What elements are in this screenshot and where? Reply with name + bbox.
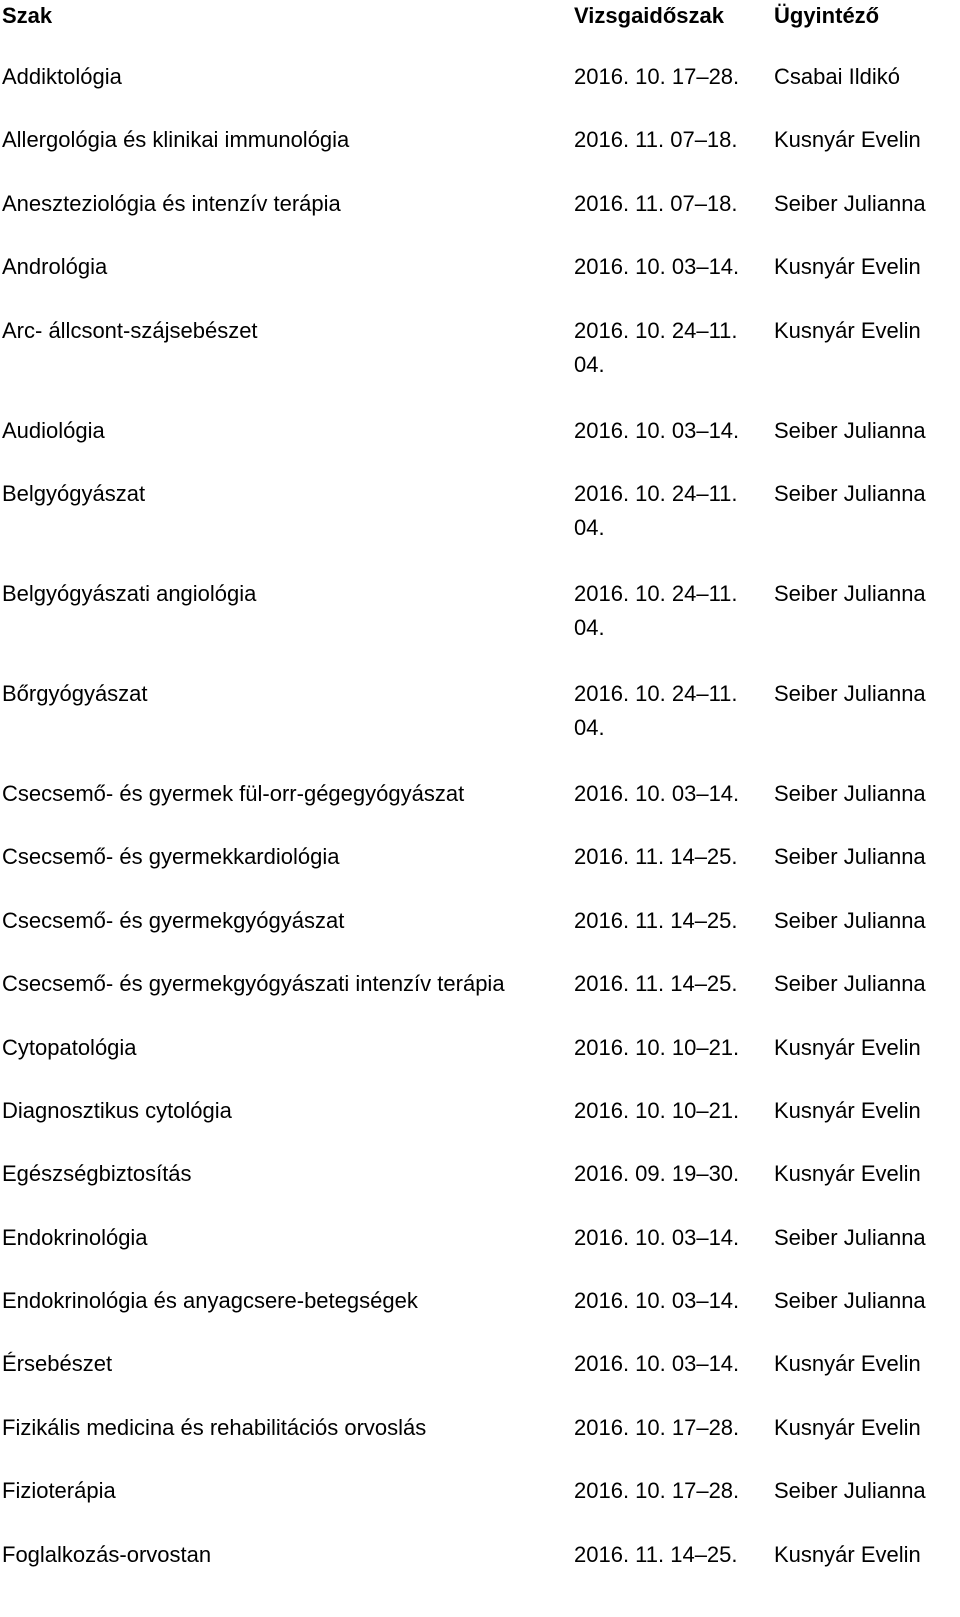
table-row [0,1284,960,1347]
szak-cell: Andrológia [2,254,108,280]
szak-cell: Csecsemő- és gyermekgyógyászat [2,907,345,933]
szak-cell: Csecsemő- és gyermek fül-orr-gégegyógyászat [2,780,465,806]
table-row [0,187,960,250]
vizsgaidoszak-cell: 2016. 11. 14–25. [574,1541,738,1567]
ugyintezo-cell: Seiber Julianna [774,1288,926,1314]
column-header-ugyintezo: Ügyintéző [774,3,880,28]
ugyintezo-cell: Seiber Julianna [774,190,926,216]
vizsgaidoszak-cell: 2016. 10. 03–14. [574,254,740,280]
vizsgaidoszak-cell: 2016. 10. 03–14. [574,1224,740,1250]
vizsgaidoszak-cell: 2016. 11. 07–18. [574,190,738,216]
vizsgaidoszak-cell: 2016. 10. 03–14. [574,417,740,443]
table-body [0,60,960,1601]
vizsgaidoszak-cell: 2016. 10. 17–28. [574,64,740,89]
table-row [0,250,960,313]
vizsgaidoszak-cell: 2016. 10. 03–14. [574,1351,740,1377]
ugyintezo-cell: Kusnyár Evelin [774,127,921,153]
szak-cell: Addiktológia [2,64,122,89]
column-header-vizsgaidoszak: Vizsgaidőszak [574,3,724,28]
szak-cell: Fizikális medicina és rehabilitációs orvoslás [2,1414,427,1440]
szak-cell: Arc- állcsont-szájsebészet [2,317,258,343]
ugyintezo-cell: Seiber Julianna [774,580,926,606]
ugyintezo-cell: Kusnyár Evelin [774,1414,921,1440]
table-row [0,314,960,414]
table-row [0,1474,960,1537]
szak-cell: Fizioterápia [2,1478,116,1504]
vizsgaidoszak-cell: 2016. 10. 24–11. 04. [574,317,738,377]
vizsgaidoszak-cell: 2016. 10. 03–14. [574,1288,740,1314]
szak-cell: Allergológia és klinikai immunológia [2,127,350,153]
ugyintezo-cell: Kusnyár Evelin [774,1161,921,1187]
column-header-szak: Szak [2,3,53,28]
szak-cell: Belgyógyászat [2,480,146,506]
ugyintezo-cell: Seiber Julianna [774,680,926,706]
table-row [0,1031,960,1094]
szak-cell: Cytopatológia [2,1034,137,1060]
vizsgaidoszak-cell: 2016. 11. 14–25. [574,844,738,870]
vizsgaidoszak-cell: 2016. 09. 19–30. [574,1161,740,1187]
ugyintezo-cell: Kusnyár Evelin [774,254,921,280]
szak-cell: Csecsemő- és gyermekgyógyászati intenzív terápia [2,971,505,997]
table-row [0,1094,960,1157]
szak-cell: Endokrinológia és anyagcsere-betegségek [2,1288,418,1314]
table-row [0,123,960,186]
vizsgaidoszak-cell: 2016. 11. 14–25. [574,907,738,933]
szak-cell: Bőrgyógyászat [2,680,148,706]
table-row [0,1538,960,1601]
ugyintezo-cell: Kusnyár Evelin [774,1351,921,1377]
table-header [0,0,960,31]
ugyintezo-cell: Seiber Julianna [774,844,926,870]
vizsgaidoszak-cell: 2016. 10. 24–11. 04. [574,480,738,540]
szak-cell: Foglalkozás-orvostan [2,1541,212,1567]
vizsgaidoszak-cell: 2016. 10. 17–28. [574,1478,740,1504]
szak-cell: Audiológia [2,417,105,443]
vizsgaidoszak-cell: 2016. 10. 03–14. [574,780,740,806]
ugyintezo-cell: Seiber Julianna [774,780,926,806]
ugyintezo-cell: Seiber Julianna [774,907,926,933]
table-row [0,904,960,967]
ugyintezo-cell: Seiber Julianna [774,1478,926,1504]
table-row [0,60,960,123]
szak-cell: Érsebészet [2,1351,113,1377]
table-row [0,1157,960,1220]
ugyintezo-cell: Seiber Julianna [774,417,926,443]
table-row [0,477,960,577]
table-row [0,777,960,840]
table-row [0,967,960,1030]
ugyintezo-cell: Seiber Julianna [774,971,926,997]
szak-cell: Aneszteziológia és intenzív terápia [2,190,341,216]
szak-cell: Diagnosztikus cytológia [2,1097,232,1123]
szak-cell: Egészségbiztosítás [2,1161,192,1187]
table-row [0,577,960,677]
ugyintezo-cell: Kusnyár Evelin [774,1097,921,1123]
table-row [0,840,960,903]
vizsgaidoszak-cell: 2016. 10. 17–28. [574,1414,740,1440]
table-row [0,1411,960,1474]
table-row [0,1221,960,1284]
szak-cell: Belgyógyászati angiológia [2,580,257,606]
table-row [0,677,960,777]
ugyintezo-cell: Kusnyár Evelin [774,1034,921,1060]
vizsgaidoszak-cell: 2016. 10. 24–11. 04. [574,680,738,740]
vizsgaidoszak-cell: 2016. 10. 24–11. 04. [574,580,738,640]
ugyintezo-cell: Seiber Julianna [774,480,926,506]
szak-cell: Csecsemő- és gyermekkardiológia [2,844,340,870]
vizsgaidoszak-cell: 2016. 11. 07–18. [574,127,738,153]
table-row [0,414,960,477]
ugyintezo-cell: Kusnyár Evelin [774,1541,921,1567]
ugyintezo-cell: Seiber Julianna [774,1224,926,1250]
header-spacer [0,31,960,60]
table-row [0,1347,960,1410]
vizsgaidoszak-cell: 2016. 11. 14–25. [574,971,738,997]
vizsgaidoszak-cell: 2016. 10. 10–21. [574,1034,740,1060]
vizsgaidoszak-cell: 2016. 10. 10–21. [574,1097,740,1123]
szak-cell: Endokrinológia [2,1224,148,1250]
ugyintezo-cell: Csabai Ildikó [774,64,900,89]
ugyintezo-cell: Kusnyár Evelin [774,317,921,343]
